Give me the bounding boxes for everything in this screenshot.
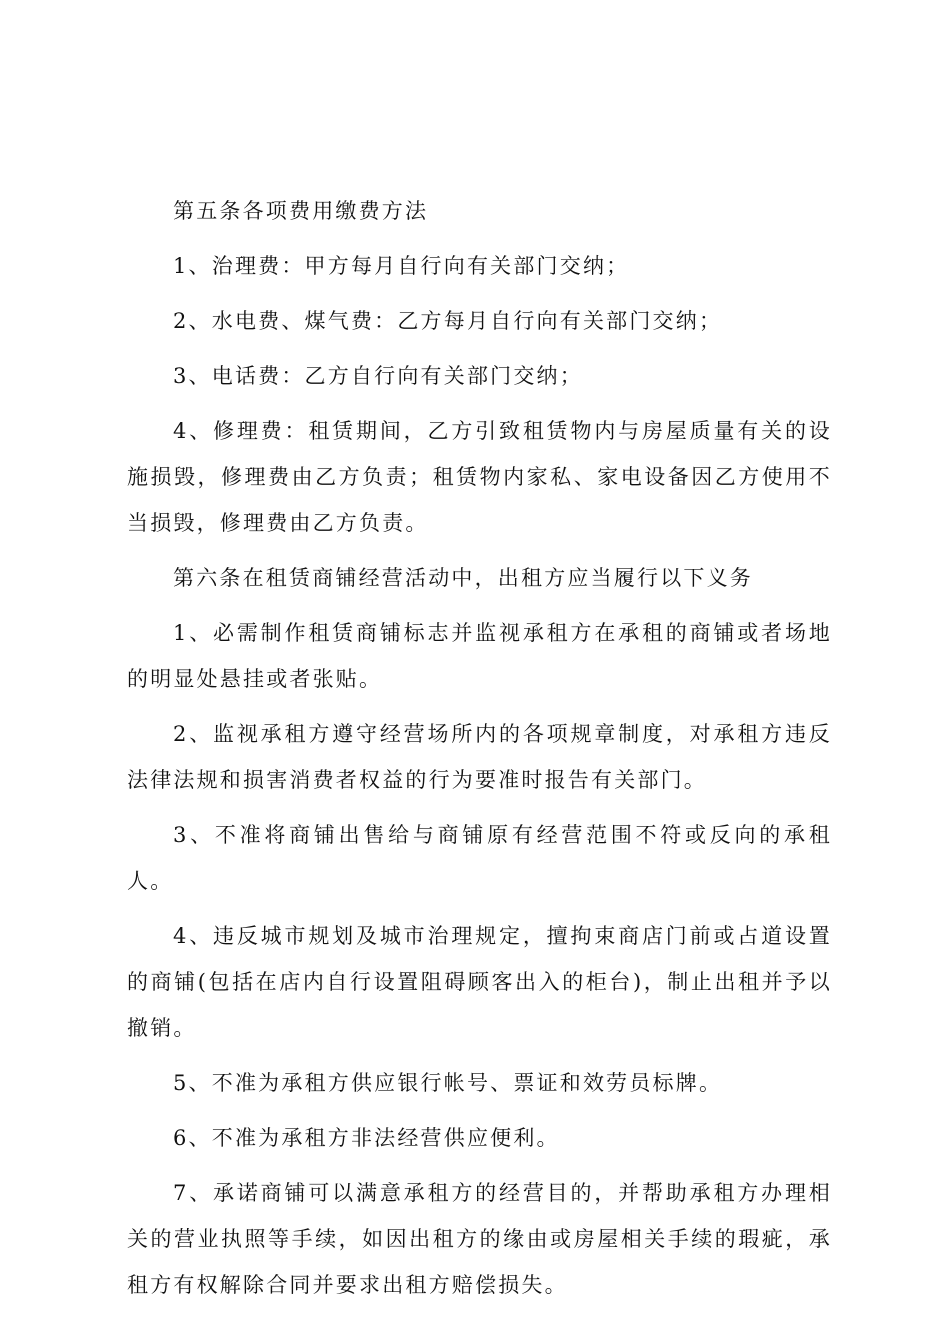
article-5-item-2: 2、水电费、煤气费：乙方每月自行向有关部门交纳； [173,309,723,333]
article-6-item-3: 3、不准将商铺出售给与商铺原有经营范围不符或反向的承租人。 [127,823,832,893]
article-5-item-3: 3、电话费：乙方自行向有关部门交纳； [173,364,583,388]
article-5-item-1: 1、治理费：甲方每月自行向有关部门交纳； [173,254,630,278]
article-6-item-6: 6、不准为承租方非法经营供应便利。 [173,1126,560,1150]
article-6-item-1: 1、必需制作租赁商铺标志并监视承租方在承租的商铺或者场地的明显处悬挂或者张贴。 [127,621,832,691]
document-body [127,188,832,1317]
article-6-heading: 第六条在租赁商铺经营活动中，出租方应当履行以下义务 [173,566,753,590]
article-5-item-4: 4、修理费：租赁期间，乙方引致租赁物内与房屋质量有关的设施损毁，修理费由乙方负责；租赁物内家私、家电设备因乙方使用不当损毁，修理费由乙方负责。 [127,419,832,535]
article-6-item-4: 4、违反城市规划及城市治理规定，擅拘束商店门前或占道设置的商铺(包括在店内自行设置阻碍顾客出入的柜台)，制止出租并予以撤销。 [127,924,832,1040]
article-6-item-5: 5、不准为承租方供应银行帐号、票证和效劳员标牌。 [173,1071,723,1095]
article-5-heading: 第五条各项费用缴费方法 [173,199,429,223]
article-6-item-7: 7、承诺商铺可以满意承租方的经营目的，并帮助承租方办理相关的营业执照等手续，如因出租方的缘由或房屋相关手续的瑕疵，承租方有权解除合同并要求出租方赔偿损失。 [127,1181,832,1297]
article-6-item-2: 2、监视承租方遵守经营场所内的各项规章制度，对承租方违反法律法规和损害消费者权益的行为要准时报告有关部门。 [127,722,832,792]
